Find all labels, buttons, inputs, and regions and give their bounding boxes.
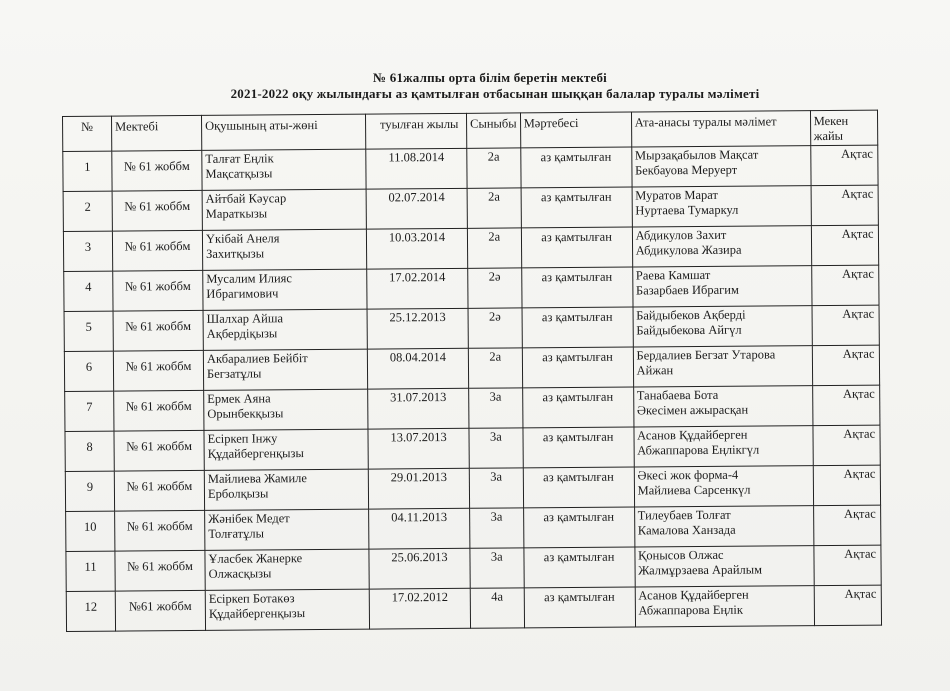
- parent-line-1: Асанов Құдайберген: [637, 427, 748, 443]
- parent-line-1: Абдикулов Захит: [635, 227, 727, 243]
- row-school: № 61 жоббм: [113, 350, 203, 391]
- row-number: 7: [65, 391, 114, 431]
- table-row: [65, 385, 880, 431]
- row-status: аз қамтылған: [522, 387, 633, 428]
- parent-line-1: Байдыбеков Ақберді: [636, 307, 746, 323]
- row-parents: [633, 346, 812, 387]
- header-parents: Ата-анасы туралы мәлімет: [631, 111, 810, 147]
- row-number: 3: [63, 231, 112, 271]
- student-name-line-1: Үкібай Анеля: [205, 231, 280, 246]
- row-school: №61 жоббм: [115, 590, 205, 631]
- student-name-line-1: Есіркеп Ботакөз: [208, 591, 295, 606]
- row-number: 10: [66, 511, 115, 551]
- row-grade: 2а: [467, 228, 521, 268]
- table-row: [65, 425, 880, 471]
- table-row: [64, 305, 879, 351]
- parent-line-1: Қонысов Олжас: [638, 547, 724, 563]
- table-row: [64, 345, 879, 391]
- student-name-line-1: Мусалим Илияс: [206, 271, 292, 286]
- table-row: [65, 465, 880, 511]
- row-parents: [634, 426, 813, 467]
- row-location: Ақтас: [812, 305, 879, 346]
- parent-line-2: Абжаппарова Еңлікгүл: [637, 442, 760, 458]
- header-grade: Сыныбы: [466, 113, 520, 148]
- row-student-name: [203, 269, 367, 310]
- student-name-line-1: Талғат Еңлік: [205, 151, 274, 166]
- row-number: 6: [64, 351, 113, 391]
- table-row: [63, 145, 878, 191]
- parent-line-2: Камалова Ханзада: [637, 522, 736, 538]
- row-location: Ақтас: [811, 225, 878, 266]
- row-location: Ақтас: [811, 185, 878, 226]
- row-birth-date: 17.02.2014: [367, 268, 468, 309]
- student-name-line-2: Ибрагимович: [206, 286, 279, 301]
- student-name-line-2: Захитқызы: [206, 246, 265, 261]
- parent-line-2: Бекбауова Меруерт: [634, 162, 738, 178]
- header-birth-year: туылған жылы: [365, 113, 466, 149]
- parent-line-2: Айжан: [636, 363, 674, 378]
- student-name-line-2: Құдайбергенқызы: [208, 606, 306, 621]
- student-name-line-1: Ермек Аяна: [207, 391, 271, 406]
- student-name-line-1: Акбаралиев Бейбіт: [206, 351, 308, 366]
- row-number: 5: [64, 311, 113, 351]
- row-number: 12: [66, 591, 115, 631]
- row-parents: [632, 266, 811, 307]
- row-student-name: [204, 389, 368, 430]
- parent-line-2: Байдыбекова Айгүл: [636, 322, 742, 338]
- table-row: [64, 265, 879, 311]
- header-status: Мәртебесі: [520, 112, 631, 148]
- row-birth-date: 02.07.2014: [366, 188, 467, 229]
- parent-line-1: Мырзақабылов Мақсат: [634, 147, 759, 163]
- row-grade: 2а: [468, 348, 522, 388]
- row-student-name: [202, 149, 366, 190]
- header-school: Мектебі: [112, 115, 202, 151]
- row-student-name: [205, 589, 369, 630]
- parent-line-2: Базарбаев Ибрагим: [635, 282, 739, 298]
- row-location: Ақтас: [812, 345, 879, 386]
- row-school: № 61 жоббм: [112, 190, 202, 231]
- row-status: аз қамтылған: [522, 307, 633, 348]
- table-body: [63, 145, 881, 631]
- row-school: № 61 жоббм: [114, 430, 204, 471]
- row-parents: [634, 546, 813, 587]
- row-birth-date: 08.04.2014: [367, 348, 468, 389]
- row-status: аз қамтылған: [523, 427, 634, 468]
- row-birth-date: 04.11.2013: [369, 508, 470, 549]
- row-grade: 2ә: [468, 268, 522, 308]
- row-number: 8: [65, 431, 114, 471]
- row-birth-date: 29.01.2013: [368, 468, 469, 509]
- row-student-name: [202, 189, 366, 230]
- header-student-name: Оқушының аты-жөні: [201, 114, 365, 150]
- parent-line-1: Раева Камшат: [635, 267, 711, 283]
- row-school: № 61 жоббм: [113, 270, 203, 311]
- row-grade: 3а: [469, 428, 523, 468]
- row-number: 11: [66, 551, 115, 591]
- row-school: № 61 жоббм: [114, 390, 204, 431]
- student-name-line-2: Ақбердіқызы: [206, 326, 278, 341]
- parent-line-2: Жалмұрзаева Арайлым: [638, 562, 763, 578]
- row-status: аз қамтылған: [523, 467, 634, 508]
- row-status: аз қамтылған: [521, 267, 632, 308]
- row-status: аз қамтылған: [524, 547, 635, 588]
- parent-line-2: Нуртаева Тумаркул: [635, 202, 739, 218]
- table-row: [63, 185, 878, 231]
- row-birth-date: 17.02.2012: [369, 588, 470, 629]
- row-parents: [635, 586, 814, 627]
- row-student-name: [205, 509, 369, 550]
- row-parents: [633, 386, 812, 427]
- row-student-name: [204, 429, 368, 470]
- row-location: Ақтас: [814, 585, 881, 626]
- header-number: №: [63, 116, 112, 151]
- row-location: Ақтас: [813, 545, 880, 586]
- parent-line-1: Бердалиев Бегзат Утарова: [636, 347, 776, 363]
- row-grade: 3а: [470, 508, 524, 548]
- document-title: № 61жалпы орта білім беретін мектебі: [373, 70, 607, 85]
- document-subtitle: 2021-2022 оқу жылындағы аз қамтылған отбасынан шыққан балалар туралы мәліметі: [230, 86, 760, 101]
- row-number: 9: [65, 471, 114, 511]
- row-status: аз қамтылған: [520, 147, 631, 188]
- student-name-line-1: Айтбай Кәусар: [205, 191, 287, 206]
- student-name-line-2: Орынбекқызы: [207, 406, 284, 421]
- row-school: № 61 жоббм: [115, 550, 205, 591]
- parent-line-2: Әкесімен ажырасқан: [636, 402, 749, 418]
- row-location: Ақтас: [813, 505, 880, 546]
- row-location: Ақтас: [813, 465, 880, 506]
- student-name-line-2: Ерболқызы: [207, 486, 269, 501]
- row-school: № 61 жоббм: [112, 150, 202, 191]
- row-grade: 3а: [469, 468, 523, 508]
- student-name-line-1: Есіркеп Інжу: [207, 431, 278, 446]
- row-status: аз қамтылған: [523, 507, 634, 548]
- parent-line-2: Абжаппарова Еңлік: [638, 602, 743, 618]
- row-number: 2: [63, 191, 112, 231]
- row-grade: 2ә: [468, 308, 522, 348]
- children-info-table: [62, 110, 882, 632]
- row-parents: [632, 186, 811, 227]
- row-school: № 61 жоббм: [113, 310, 203, 351]
- row-birth-date: 11.08.2014: [366, 148, 467, 189]
- row-school: № 61 жоббм: [114, 470, 204, 511]
- parent-line-1: Асанов Құдайберген: [638, 587, 749, 603]
- table-row: [66, 545, 881, 591]
- row-location: Ақтас: [811, 265, 878, 306]
- row-student-name: [203, 309, 367, 350]
- row-parents: [634, 466, 813, 507]
- parent-line-1: Тилеубаев Толғат: [637, 507, 731, 523]
- row-grade: 4а: [470, 588, 524, 628]
- parent-line-2: Майлиева Сарсенкүл: [637, 482, 751, 498]
- row-status: аз қамтылған: [522, 347, 633, 388]
- row-student-name: [203, 349, 367, 390]
- table-row: [66, 585, 881, 631]
- row-birth-date: 10.03.2014: [366, 228, 467, 269]
- row-birth-date: 31.07.2013: [368, 388, 469, 429]
- student-name-line-1: Майлиева Жамиле: [207, 471, 307, 486]
- row-student-name: [204, 469, 368, 510]
- parent-line-1: Танабаева Бота: [636, 387, 719, 403]
- row-school: № 61 жоббм: [115, 510, 205, 551]
- row-parents: [631, 146, 810, 187]
- row-status: аз қамтылған: [524, 587, 635, 628]
- row-number: 1: [63, 151, 112, 191]
- student-name-line-1: Ұласбек Жанерке: [208, 551, 303, 566]
- row-birth-date: 13.07.2013: [368, 428, 469, 469]
- student-name-line-2: Бегзатұлы: [206, 366, 262, 381]
- row-location: Ақтас: [810, 145, 877, 186]
- row-birth-date: 25.12.2013: [367, 308, 468, 349]
- parent-line-1: Әкесі жок форма-4: [637, 467, 739, 483]
- row-grade: 2а: [467, 188, 521, 228]
- row-status: аз қамтылған: [521, 187, 632, 228]
- row-grade: 2а: [467, 148, 521, 188]
- student-name-line-1: Жәнібек Медет: [208, 511, 290, 526]
- row-parents: [633, 306, 812, 347]
- row-location: Ақтас: [812, 385, 879, 426]
- row-school: № 61 жоббм: [112, 230, 202, 271]
- row-status: аз қамтылған: [521, 227, 632, 268]
- row-grade: 3а: [470, 548, 524, 588]
- student-name-line-2: Олжасқызы: [208, 566, 272, 581]
- student-name-line-2: Мақсатқызы: [205, 166, 273, 181]
- student-name-line-1: Шалхар Айша: [206, 311, 284, 326]
- row-number: 4: [64, 271, 113, 311]
- header-location: Мекен жайы: [810, 110, 877, 146]
- row-parents: [634, 506, 813, 547]
- student-name-line-2: Құдайбергенқызы: [207, 446, 304, 461]
- row-birth-date: 25.06.2013: [369, 548, 470, 589]
- student-name-line-2: Мараткызы: [205, 206, 268, 221]
- table-row: [63, 225, 878, 271]
- row-student-name: [205, 549, 369, 590]
- student-name-line-2: Толғатұлы: [208, 526, 265, 541]
- row-grade: 3а: [469, 388, 523, 428]
- row-parents: [632, 226, 811, 267]
- row-student-name: [202, 229, 366, 270]
- table-row: [66, 505, 881, 551]
- row-location: Ақтас: [813, 425, 880, 466]
- parent-line-2: Абдикулова Жазира: [635, 242, 742, 258]
- parent-line-1: Муратов Марат: [635, 187, 718, 203]
